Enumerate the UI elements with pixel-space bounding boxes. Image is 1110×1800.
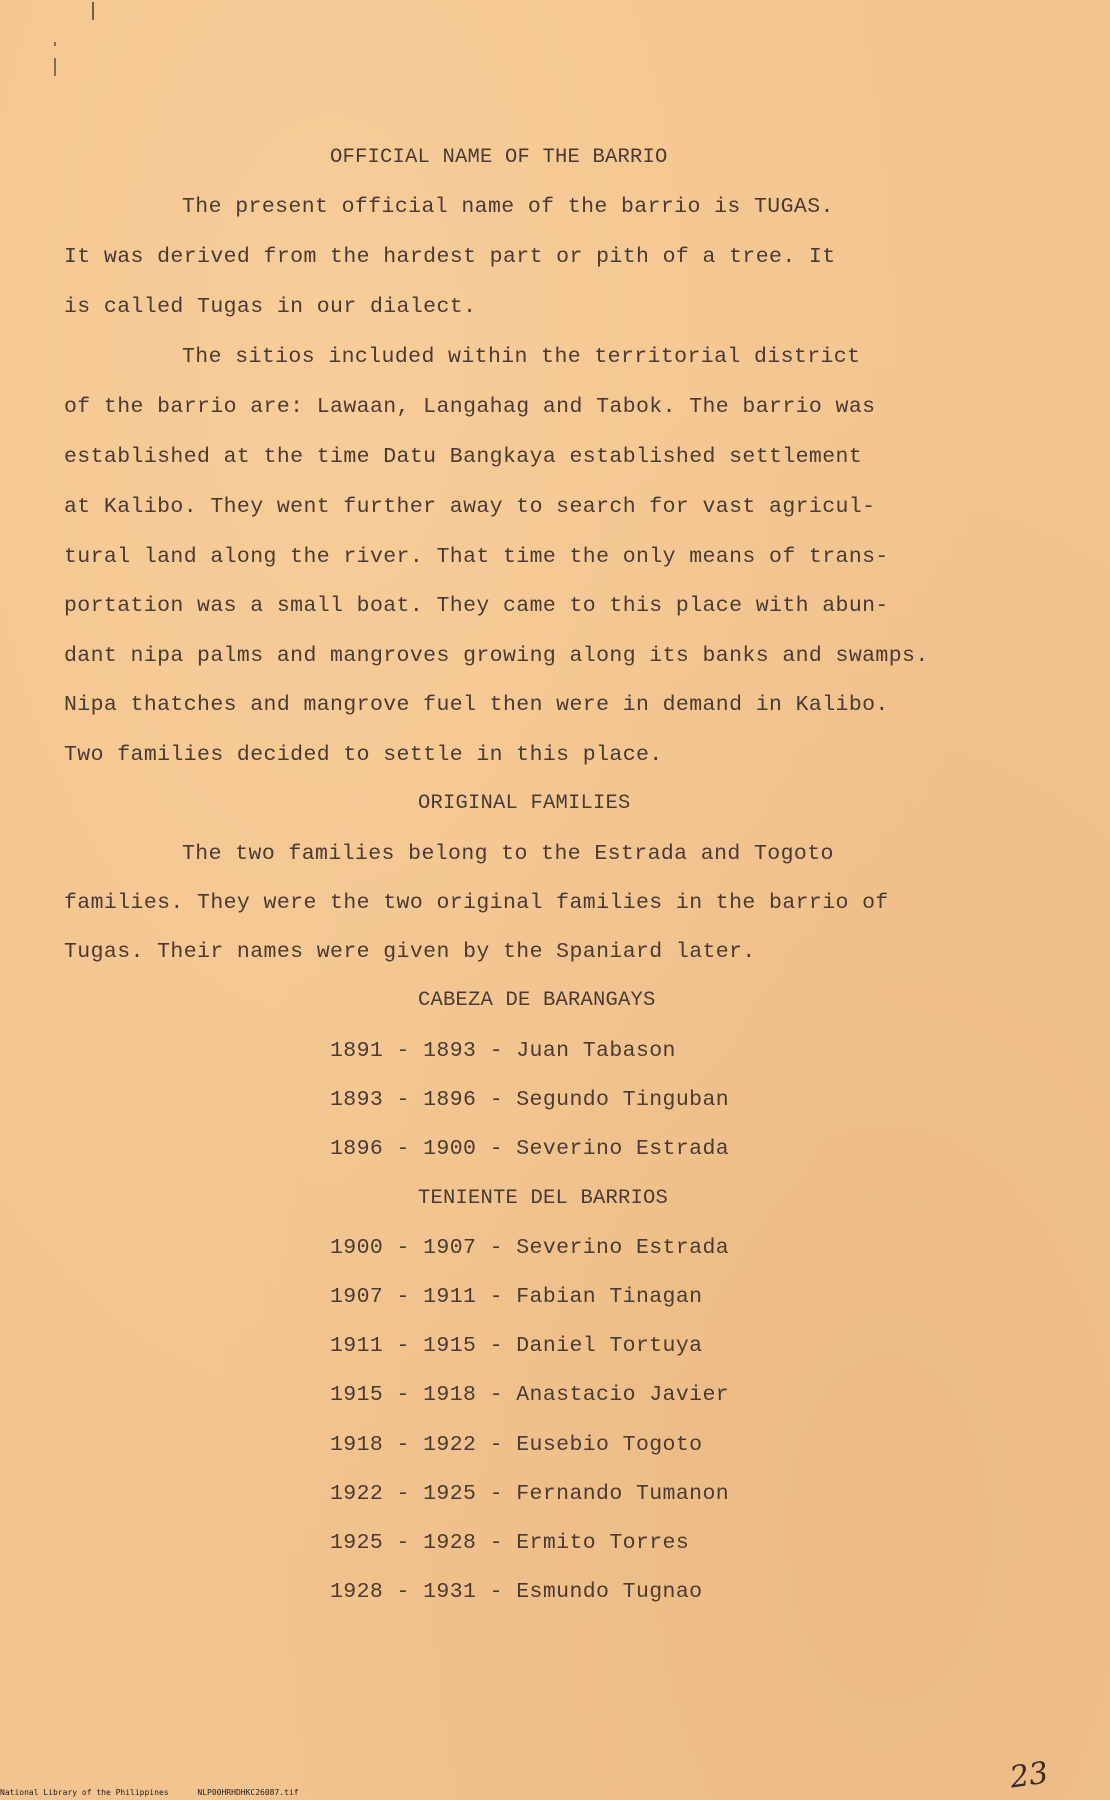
teniente-list-item: 1907 - 1911 - Fabian Tinagan: [330, 1285, 703, 1309]
paragraph-line: Nipa thatches and mangrove fuel then were in demand in Kalibo.: [64, 693, 889, 717]
heading-teniente-del-barrios: TENIENTE DEL BARRIOS: [418, 1187, 669, 1210]
paragraph-line: of the barrio are: Lawaan, Langahag and Tabok. The barrio was: [64, 395, 876, 419]
cabeza-list-item: 1893 - 1896 - Segundo Tinguban: [330, 1088, 730, 1112]
page-number: 23: [1007, 1755, 1051, 1796]
paragraph-line: dant nipa palms and mangroves growing along its banks and swamps.: [64, 644, 929, 668]
bleed-through-text: [560, 88, 573, 109]
heading-original-families: ORIGINAL FAMILIES: [418, 792, 631, 815]
heading-official-name: OFFICIAL NAME OF THE BARRIO: [330, 146, 668, 169]
paragraph-line: at Kalibo. They went further away to search for vast agricul-: [64, 495, 876, 519]
margin-mark: [54, 58, 56, 76]
cabeza-list-item: 1891 - 1893 - Juan Tabason: [330, 1039, 676, 1063]
paragraph-line: is called Tugas in our dialect.: [64, 295, 477, 319]
paragraph-line: Tugas. Their names were given by the Spaniard later.: [64, 940, 756, 964]
teniente-list-item: 1928 - 1931 - Esmundo Tugnao: [330, 1580, 703, 1604]
paragraph-line: It was derived from the hardest part or pith of a tree. It: [64, 245, 836, 269]
paragraph-line: families. They were the two original families in the barrio of: [64, 891, 889, 915]
margin-mark: [92, 2, 94, 20]
paragraph-line: portation was a small boat. They came to this place with abun-: [64, 594, 889, 618]
paragraph-line: The sitios included within the territorial district: [182, 345, 861, 369]
margin-mark: [54, 42, 56, 46]
teniente-list-item: 1918 - 1922 - Eusebio Togoto: [330, 1433, 703, 1457]
footer-library-name: National Library of the Philippines: [0, 1788, 169, 1797]
teniente-list-item: 1911 - 1915 - Daniel Tortuya: [330, 1334, 703, 1358]
teniente-list-item: 1922 - 1925 - Fernando Tumanon: [330, 1482, 730, 1506]
teniente-list-item: 1925 - 1928 - Ermito Torres: [330, 1531, 690, 1555]
footer-file-id: NLP00HRHDHKC26087.tif: [197, 1788, 299, 1797]
paragraph-line: Two families decided to settle in this place.: [64, 743, 663, 767]
paragraph-line: tural land along the river. That time the only means of trans-: [64, 545, 889, 569]
scan-footer: [0, 1788, 323, 1797]
heading-cabeza-de-barangays: CABEZA DE BARANGAYS: [418, 989, 656, 1012]
teniente-list-item: 1900 - 1907 - Severino Estrada: [330, 1236, 730, 1260]
cabeza-list-item: 1896 - 1900 - Severino Estrada: [330, 1137, 730, 1161]
paragraph-line: established at the time Datu Bangkaya established settlement: [64, 445, 863, 469]
paragraph-line: The present official name of the barrio is TUGAS.: [182, 195, 834, 219]
paragraph-line: The two families belong to the Estrada and Togoto: [182, 842, 834, 866]
teniente-list-item: 1915 - 1918 - Anastacio Javier: [330, 1383, 730, 1407]
